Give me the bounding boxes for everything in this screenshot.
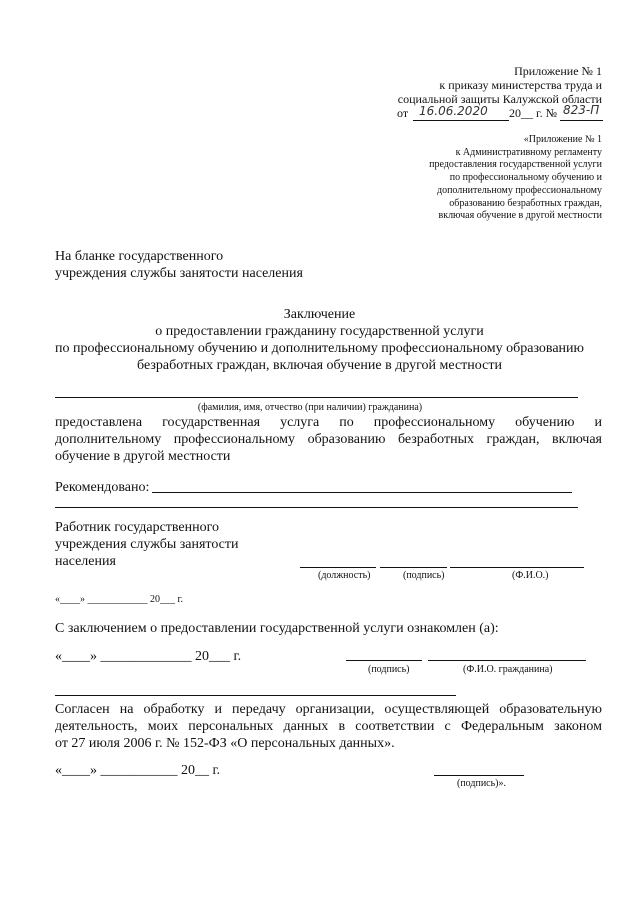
reglament-appendix (429, 134, 602, 223)
date-field-small[interactable]: «____» ____________ 20___ г. (55, 594, 183, 605)
title-line: о предоставлении гражданину государственной услуги (155, 324, 484, 339)
number-underline (560, 120, 603, 121)
handwritten-date: 16.06.2020 (419, 104, 488, 118)
fio-field-line[interactable] (55, 397, 578, 398)
employee-line: населения (55, 554, 116, 569)
fio-short-field-line[interactable] (450, 567, 584, 568)
letterhead (55, 248, 303, 282)
reglament-line: образованию безработных граждан, (449, 197, 602, 209)
appendix-order-ref: к приказу министерства труда и (439, 78, 602, 92)
recommended-field-line-2[interactable] (55, 507, 578, 508)
employee-line: Работник государственного (55, 520, 220, 535)
reglament-line: включая обучение в другой местности (438, 210, 602, 222)
signature-caption: (подпись) (403, 570, 445, 581)
acq-signature-caption: (подпись) (368, 664, 410, 675)
date-field-final[interactable]: «____» ___________ 20__ г. (55, 763, 221, 778)
recommended-field-line[interactable] (152, 492, 572, 493)
fio-short-caption: (Ф.И.О.) (512, 570, 549, 581)
appendix-ministry: социальной защиты Калужской области (397, 92, 602, 106)
appendix-date-line (397, 103, 603, 122)
fio-caption: (фамилия, имя, отчество (при наличии) гражданина) (197, 402, 423, 413)
body-paragraph (55, 414, 602, 465)
consent-paragraph (55, 701, 602, 752)
body-line: предоставлена государственная услуга по профессиональному обучению и (55, 415, 602, 430)
handwritten-number: 823-П (563, 103, 600, 117)
consent-line: деятельность, моих персональных данных в соответствии с Федеральным законом (55, 719, 602, 734)
final-signature-caption: (подпись)». (457, 778, 507, 789)
position-field-line[interactable] (300, 567, 376, 568)
employee-line: учреждения службы занятости (55, 537, 239, 552)
acq-signature-field-line[interactable] (346, 660, 422, 661)
document-title (0, 306, 639, 374)
reglament-line: предоставления государственной услуги (429, 159, 602, 171)
title-line: по профессиональному обучению и дополнительному профессиональному образованию (55, 341, 584, 356)
reglament-line: «Приложение № 1 (523, 134, 602, 145)
body-line: обучение в другой местности (55, 449, 231, 464)
body-line: дополнительному профессиональному образованию безработных граждан, включая (55, 432, 602, 447)
acq-fio-caption: (Ф.И.О. гражданина) (463, 664, 553, 675)
final-signature-field-line[interactable] (434, 775, 524, 776)
acquainted-text: С заключением о предоставлении государственной услуги ознакомлен (а): (55, 621, 499, 636)
consent-line: Согласен на обработку и передачу организации, осуществляющей образовательную (55, 702, 602, 717)
date-prefix: от (397, 106, 409, 120)
date-year-suffix: 20__ г. № (509, 106, 558, 120)
letterhead-line: учреждения службы занятости населения (55, 266, 303, 281)
title-line: безработных граждан, включая обучение в другой местности (137, 358, 502, 373)
consent-line: от 27 июля 2006 г. № 152-ФЗ «О персональных данных». (55, 736, 395, 751)
reglament-line: по профессиональному обучению и (449, 172, 602, 184)
reglament-line: к Административному регламенту (455, 146, 602, 158)
appendix-number: Приложение № 1 (514, 64, 602, 78)
consent-separator-line (55, 695, 456, 696)
acq-fio-field-line[interactable] (428, 660, 586, 661)
signature-field-line[interactable] (380, 567, 447, 568)
letterhead-line: На бланке государственного (55, 249, 224, 264)
reglament-line: дополнительному профессиональному (436, 184, 602, 196)
position-caption: (должность) (318, 570, 371, 581)
date-underline (413, 120, 509, 121)
title-line: Заключение (283, 307, 356, 322)
date-field-large[interactable]: «____» _____________ 20___ г. (55, 649, 242, 664)
employee-label (55, 519, 239, 570)
recommended-label: Рекомендовано: (55, 480, 150, 495)
